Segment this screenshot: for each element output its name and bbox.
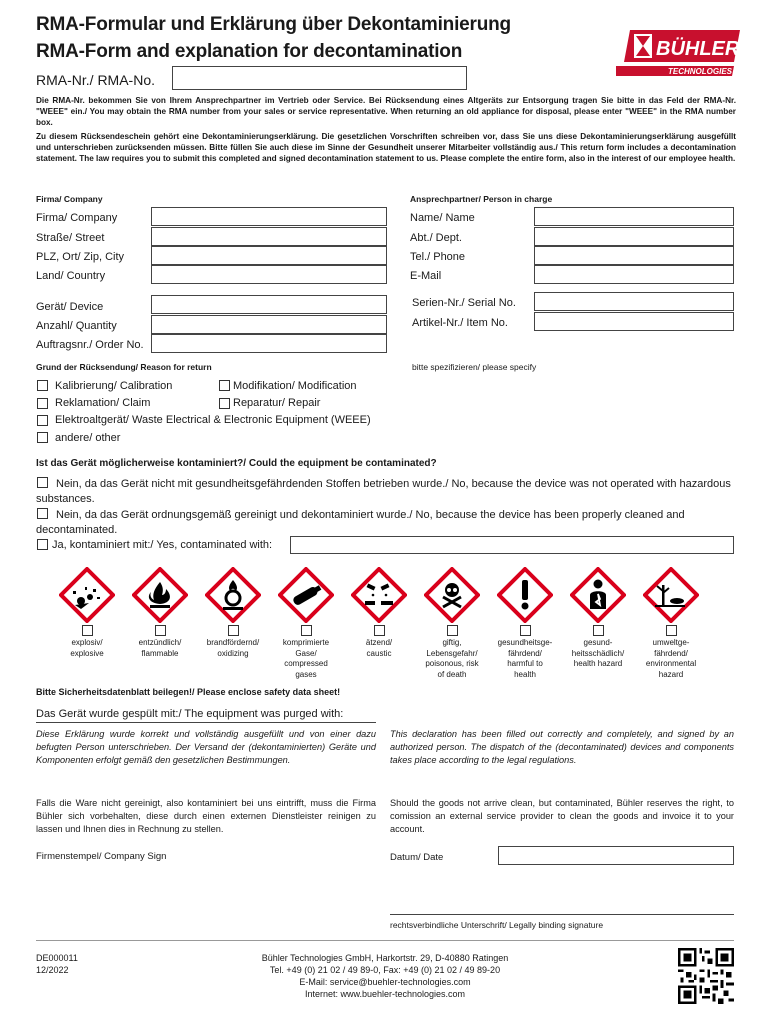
dept-label: Abt./ Dept. [410,232,462,244]
company-stamp-field[interactable] [36,864,376,924]
footer-web: Internet: www.buehler-technologies.com [304,989,466,999]
qr-code-icon [678,948,734,1004]
reason-heading: Grund der Rücksendung/ Reason for return [36,362,212,372]
footer-email: E-Mail: service@buehler-technologies.com [299,977,471,987]
modification-label: Modifikation/ Modification [233,380,357,392]
logo-text: BÜHLER [656,38,740,60]
footer-company: Bühler Technologies GmbH, Harkortstr. 29, D-40880 Ratingen [261,953,509,963]
logo-sub: TECHNOLOGIES [668,67,733,76]
hazard-label-explosive: explosiv/ explosive [70,638,104,658]
serial-field[interactable] [534,292,734,311]
specify-field[interactable] [412,376,734,440]
hazard-label-oxidizing: brandfördernd/ oxidizing [206,638,260,658]
declaration-de: Diese Erklärung wurde korrekt und vollständig ausgefüllt und von einer dazu befugten Person unterschrieben. Der Versand der (dekontaminierten) Geräte und Komponenten erfolgt gemäß den gesetzlichen Bestimmungen. [36,729,376,765]
explosive-icon [59,567,115,623]
order-field[interactable] [151,334,387,353]
contamination-heading: Ist das Gerät möglicherweise kontaminiert?/ Could the equipment be contaminated? [36,458,437,469]
company-stamp-label: Firmenstempel/ Company Sign [36,851,167,862]
hazard-corrosive-checkbox[interactable] [374,625,385,636]
signature-line [390,914,734,915]
country-field[interactable] [151,265,387,284]
repair-checkbox[interactable] [219,398,230,409]
contaminated-label: Ja, kontaminiert mit:/ Yes, contaminated with: [52,539,273,551]
rma-label: RMA-Nr./ RMA-No. [36,72,155,88]
date-field[interactable] [498,846,734,865]
street-label: Straße/ Street [36,232,105,244]
device-field[interactable] [151,295,387,314]
environment-icon [643,567,699,623]
city-label: PLZ, Ort/ Zip, City [36,251,125,263]
hazard-harmful-checkbox[interactable] [520,625,531,636]
cleaning-en: Should the goods not arrive clean, but contaminated, Bühler reserves the right, to comission an external service provider to clean the goods and invoice it to your account. [390,798,734,834]
country-label: Land/ Country [36,270,106,282]
serial-label: Serien-Nr./ Serial No. [412,297,516,309]
contaminant-field[interactable] [290,536,734,554]
hazard-label-harmful: gesundheitsge- fährdend/ harmful to health [497,638,553,679]
other-checkbox[interactable] [37,432,48,443]
sds-note: Bitte Sicherheitsdatenblatt beilegen!/ Please enclose safety data sheet! [36,687,341,697]
company-field[interactable] [151,207,387,226]
buehler-logo [616,22,740,78]
article-label: Artikel-Nr./ Item No. [412,317,508,329]
hazard-label-health: gesund- heitsschädlich/ health hazard [571,638,625,668]
specify-label: bitte spezifizieren/ please specify [412,362,537,372]
hazard-oxidizing-checkbox[interactable] [228,625,239,636]
health-hazard-icon [570,567,626,623]
footer-divider [36,940,734,941]
hazard-flammable-checkbox[interactable] [155,625,166,636]
calibration-label: Kalibrierung/ Calibration [55,380,173,392]
contact-heading: Ansprechpartner/ Person in charge [410,194,553,204]
hazard-label-corrosive: ätzend/ caustic [365,638,393,658]
hazard-label-gas: komprimierte Gase/ compressed gases [282,638,330,679]
company-heading: Firma/ Company [36,194,103,204]
intro-p2: Zu diesem Rücksendeschein gehört eine Dekontaminierungserklärung. Die gesetzlichen Vorschriften schreiben vor, dass Sie uns diese Dekontaminierungserklärung ausgefüllt und unterschrieben zurücksenden müssen. Bitte füllen Sie auch diese im Sinne der Gesundheit unserer Mitarbeiter vollständig aus./ This return form includes a decontamination statement. The law requires you to submit this completed and signed decontamination statement to us. Please complete the entire form, also in the interest of our employee health. [36,132,736,163]
article-field[interactable] [534,312,734,331]
email-field[interactable] [534,265,734,284]
hazard-label-flammable: entzündlich/ flammable [138,638,182,658]
name-field[interactable] [534,207,734,226]
calibration-checkbox[interactable] [37,380,48,391]
hazard-label-environment: umweltge- fährdend/ environmental hazard [645,638,697,679]
company-label: Firma/ Company [36,212,118,224]
doc-date: 12/2022 [36,965,69,975]
oxidizing-icon [205,567,261,623]
not-contaminated-label: Nein, da das Gerät nicht mit gesundheitsgefährdenden Stoffen betrieben wurde./ No, because the device was not operated with hazardous substances. [36,478,731,505]
purged-line [36,722,376,723]
date-label: Datum/ Date [390,852,444,863]
quantity-label: Anzahl/ Quantity [36,320,117,332]
weee-label: Elektroaltgerät/ Waste Electrical & Electronic Equipment (WEEE) [55,414,371,426]
name-label: Name/ Name [410,212,475,224]
footer-phone: Tel. +49 (0) 21 02 / 49 89-0, Fax: +49 (0) 21 02 / 49 89-20 [269,965,501,975]
flammable-icon [132,567,188,623]
signature-label: rechtsverbindliche Unterschrift/ Legally binding signature [390,920,604,930]
city-field[interactable] [151,246,387,265]
purged-label: Das Gerät wurde gespült mit:/ The equipment was purged with: [36,708,344,720]
gas-cylinder-icon [278,567,334,623]
exclamation-icon [497,567,553,623]
doc-number: DE000011 [36,953,78,963]
other-label: andere/ other [55,432,121,444]
signature-field[interactable] [390,872,734,914]
order-label: Auftragsnr./ Order No. [36,339,144,351]
rma-number-field[interactable] [172,66,467,90]
device-label: Gerät/ Device [36,301,104,313]
weee-checkbox[interactable] [37,415,48,426]
intro-p1: Die RMA-Nr. bekommen Sie von Ihrem Ansprechpartner im Vertrieb oder Service. Bei Rücksendung eines Altgeräts zur Entsorgung tragen Sie bitte in das Feld der RMA-Nr. "WEEE" ein./ You may obtain the RMA number from your sales or service representative. When returning an old appliance for disposal, please enter "WEEE" in the RMA number box. [36,96,736,127]
hazard-label-toxic: giftig, Lebensgefahr/ poisonous, risk of death [425,638,479,679]
street-field[interactable] [151,227,387,246]
declaration-en: This declaration has been filled out correctly and completely, and signed by an authorized person. The dispatch of the (decontaminated) devices and components takes place according to the legal regulations. [390,729,734,765]
title-de: RMA-Formular und Erklärung über Dekontaminierung [36,14,511,35]
phone-label: Tel./ Phone [410,251,466,263]
quantity-field[interactable] [151,315,387,334]
claim-checkbox[interactable] [37,398,48,409]
cleaning-de: Falls die Ware nicht gereinigt, also kontaminiert bei uns eintrifft, muss die Firma Bühler sich vorbehalten, diese durch einen externen Dienstleister reinigen zu lassen und Ihnen dies in Rechnung zu stellen. [36,798,376,834]
title-en: RMA-Form and explanation for decontamination [36,41,463,62]
phone-field[interactable] [534,246,734,265]
hazard-explosive-checkbox[interactable] [82,625,93,636]
dept-field[interactable] [534,227,734,246]
claim-label: Reklamation/ Claim [55,397,151,409]
cleaned-label: Nein, da das Gerät ordnungsgemäß gereinigt und dekontaminiert wurde./ No, because the device has been properly cleaned and decontaminated. [36,509,685,536]
contaminated-checkbox[interactable] [37,539,48,550]
modification-checkbox[interactable] [219,380,230,391]
hazard-gas-checkbox[interactable] [301,625,312,636]
hazard-health-checkbox[interactable] [593,625,604,636]
email-label: E-Mail [410,270,442,282]
purged-field[interactable] [390,694,734,722]
skull-icon [424,567,480,623]
repair-label: Reparatur/ Repair [233,397,321,409]
hazard-toxic-checkbox[interactable] [447,625,458,636]
corrosive-icon [351,567,407,623]
hazard-environment-checkbox[interactable] [666,625,677,636]
